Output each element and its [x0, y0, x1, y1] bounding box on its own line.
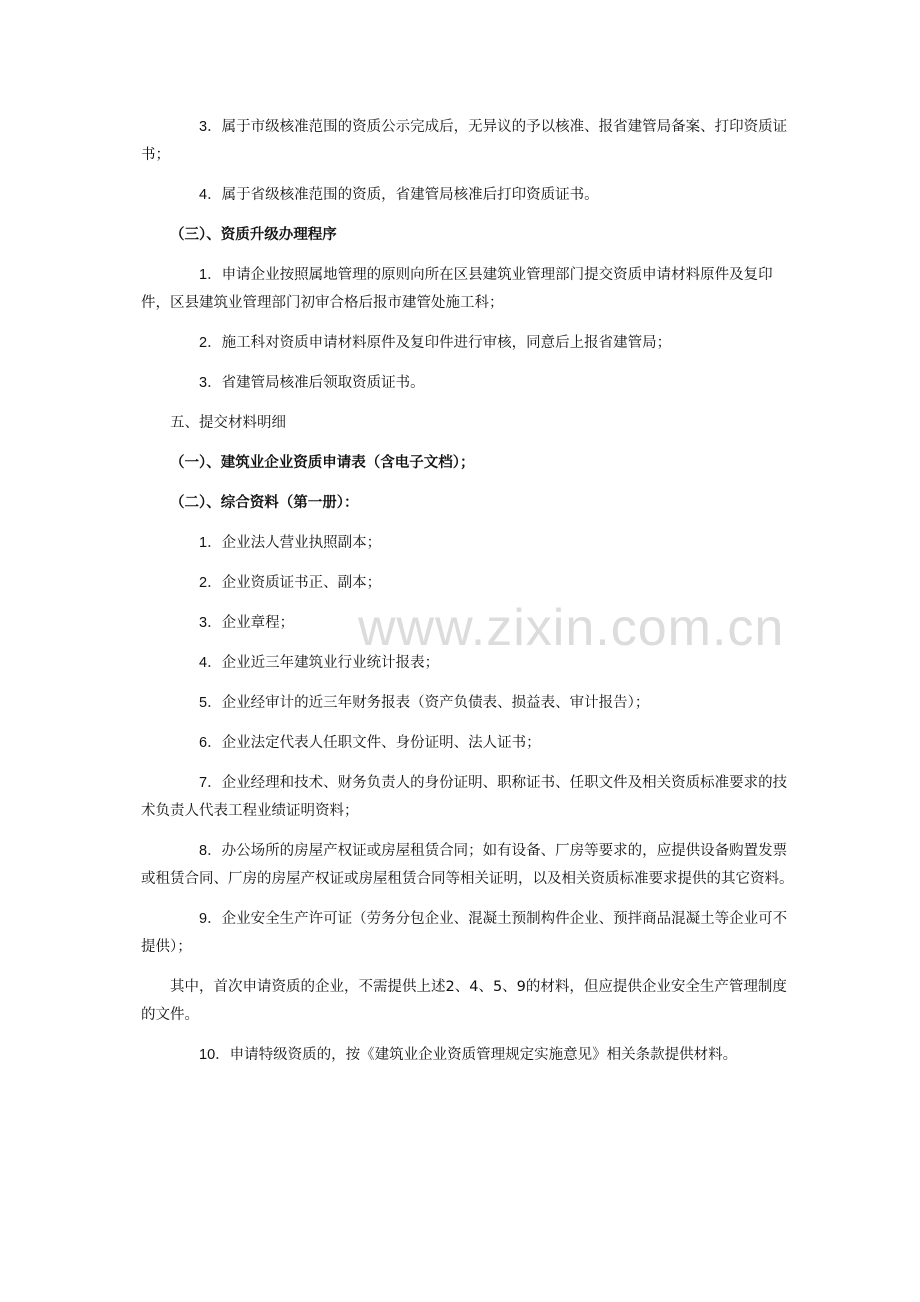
- paragraph-4-province-approval: [141, 181, 801, 209]
- item-number: 6．: [199, 735, 222, 751]
- section-heading-materials: [141, 409, 801, 437]
- list-item-2: [141, 569, 801, 597]
- item-number: 8．: [199, 843, 222, 859]
- section-heading-upgrade-procedure: [141, 221, 801, 249]
- item-number: 10．: [199, 1047, 230, 1063]
- list-item-4: [141, 649, 801, 677]
- paragraph-text: 申请企业按照属地管理的原则向所在区县建筑业管理部门提交资质申请材料原件及复印件，区县建筑业管理部门初审合格后报市建管处施工科；: [141, 267, 773, 311]
- list-item-6: [141, 729, 801, 757]
- paragraph-text: 企业法人营业执照副本；: [221, 535, 382, 551]
- paragraph-text: 企业法定代表人任职文件、身份证明、法人证书；: [221, 735, 541, 751]
- item-number: 2．: [199, 335, 222, 351]
- list-item-3: [141, 609, 801, 637]
- paragraph-text: 属于市级核准范围的资质公示完成后，无异议的予以核准、报省建管局备案、打印资质证书；: [141, 119, 788, 163]
- paragraph-1-submit: [141, 261, 801, 317]
- paragraph-2-review: [141, 329, 801, 357]
- paragraph-text: 施工科对资质申请材料原件及复印件进行审核，同意后上报省建管局；: [221, 335, 672, 351]
- paragraph-text: 属于省级核准范围的资质，省建管局核准后打印资质证书。: [221, 187, 599, 203]
- paragraph-text: 其中，首次申请资质的企业，不需提供上述2、4、5、9的材料，但应提供企业安全生产管理制度的文件。: [141, 979, 787, 1023]
- heading-text: 五、提交材料明细: [170, 415, 286, 431]
- paragraph-text: 申请特级资质的，按《建筑业企业资质管理规定实施意见》相关条款提供材料。: [229, 1047, 738, 1063]
- paragraph-text: 企业经审计的近三年财务报表（资产负债表、损益表、审计报告）；: [221, 695, 650, 711]
- heading-text: （一）、建筑业企业资质申请表（含电子文档）；: [170, 455, 475, 471]
- item-number: 9．: [199, 911, 222, 927]
- item-number: 4．: [199, 655, 222, 671]
- paragraph-text: 企业近三年建筑业行业统计报表；: [221, 655, 440, 671]
- heading-text: （二）、综合资料（第一册）：: [170, 495, 359, 511]
- item-number: 3．: [199, 119, 222, 135]
- item-number: 5．: [199, 695, 222, 711]
- list-item-7: [141, 769, 801, 825]
- heading-text: （三）、资质升级办理程序: [170, 227, 337, 243]
- item-number: 1．: [199, 267, 222, 283]
- item-number: 7．: [199, 775, 222, 791]
- paragraph-text: 企业经理和技术、财务负责人的身份证明、职称证书、任职文件及相关资质标准要求的技术负责人代表工程业绩证明资料；: [141, 775, 788, 819]
- paragraph-3-city-approval: [141, 113, 801, 169]
- paragraph-text: 办公场所的房屋产权证或房屋租赁合同；如有设备、厂房等要求的，应提供设备购置发票或租赁合同、厂房的房屋产权证或房屋租赁合同等相关证明，以及相关资质标准要求提供的其它资料。: [141, 843, 794, 887]
- subsection-heading-general-materials: [141, 489, 801, 517]
- item-number: 2．: [199, 575, 222, 591]
- paragraph-3-collect: [141, 369, 801, 397]
- list-item-9: [141, 905, 801, 961]
- note-paragraph: [141, 973, 801, 1029]
- item-number: 1．: [199, 535, 222, 551]
- paragraph-text: 企业安全生产许可证（劳务分包企业、混凝土预制构件企业、预拌商品混凝土等企业可不提供）；: [141, 911, 788, 955]
- watermark: www.zixin.com.cn: [358, 599, 785, 657]
- subsection-heading-application-form: [141, 449, 801, 477]
- paragraph-text: 企业资质证书正、副本；: [221, 575, 382, 591]
- item-number: 3．: [199, 375, 222, 391]
- list-item-8: [141, 837, 801, 893]
- list-item-1: [141, 529, 801, 557]
- paragraph-text: 省建管局核准后领取资质证书。: [221, 375, 425, 391]
- item-number: 3．: [199, 615, 222, 631]
- list-item-10: [141, 1041, 801, 1069]
- list-item-5: [141, 689, 801, 717]
- document-body: [141, 113, 801, 1081]
- item-number: 4．: [199, 187, 222, 203]
- paragraph-text: 企业章程；: [221, 615, 295, 631]
